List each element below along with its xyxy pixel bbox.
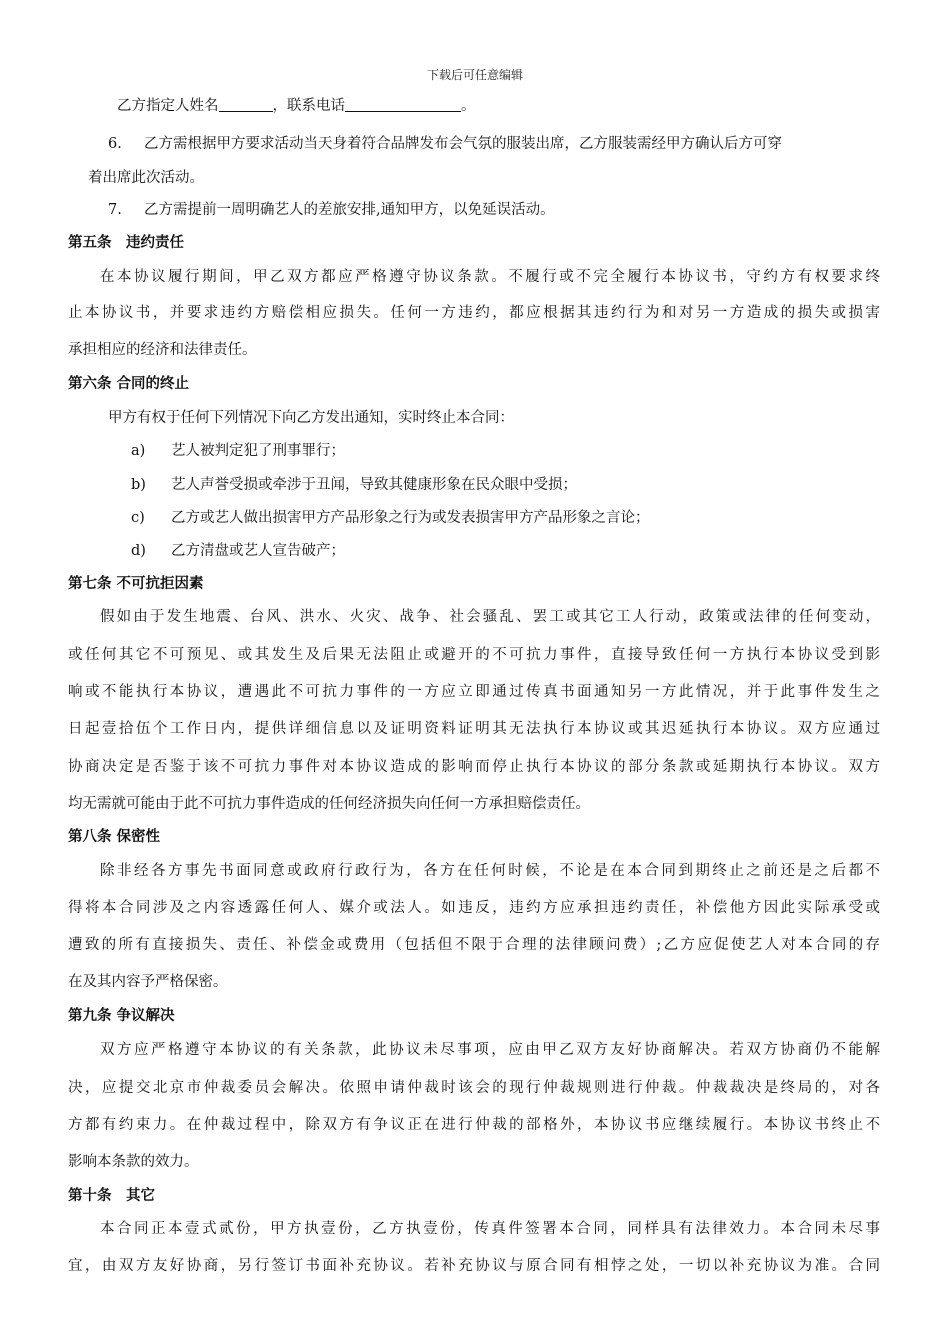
item-text: 乙方或艺人做出损害甲方产品形象之行为或发表损害甲方产品形象之言论； [171,510,650,526]
phone-blank [345,97,461,112]
article-10-line: 本合同正本壹式贰份，甲方执壹份，乙方执壹份，传真件签署本合同，同样具有法律效力。本合同未尽事 [100,1221,880,1237]
item-number: 6. [108,136,122,152]
article-9-title: 第九条 争议解决 [68,1007,175,1024]
article-10-title: 第十条 其它 [68,1187,155,1204]
article-9-line: 双方应严格遵守本协议的有关条款，此协议未尽事项，应由甲乙双方友好协商解决。若双方协商仍不能解 [100,1042,880,1058]
article-7-line: 均无需就可能由于此不可抗力事件造成的任何经济损失向任何一方承担赔偿责任。 [68,796,590,812]
item-label: c) [131,510,145,526]
article-7-line: 假如由于发生地震、台风、洪水、火灾、战争、社会骚乱、罢工或其它工人行动，政策或法律的任何变动， [100,609,880,625]
page-header: 下载后可任意编辑 [426,68,523,82]
contact-line [117,96,476,116]
article-8-title: 第八条 保密性 [68,828,161,845]
item-text: 乙方清盘或艺人宣告破产； [171,543,345,559]
article-7-title: 第七条 不可抗拒因素 [68,575,204,592]
list-item [131,441,345,461]
article-5-line: 止本协议书，并要求违约方赔偿相应损失。任何一方违约，都应根据其违约行为和对另一方造成的损失或损害 [68,305,880,321]
article-8-line: 遭致的所有直接损失、责任、补偿金或费用（包括但不限于合理的法律顾问费）;乙方应促使艺人对本合同的存 [68,937,880,953]
item-label: d) [131,543,146,559]
item-label: a) [131,443,146,459]
item-number: 7. [108,202,122,218]
article-7-line: 日起壹拾伍个工作日内，提供详细信息以及证明资料证明其无法执行本协议或其迟延执行本协议。双方应通过 [68,721,880,737]
item-text: 艺人被判定犯了刑事罪行； [171,443,345,459]
article-7-line: 协商决定是否鉴于该不可抗力事件对本协议造成的影响而停止执行本协议的部分条款或延期执行本协议。双方 [68,759,880,775]
item-text: 艺人声誉受损或牵涉于丑闻，导致其健康形象在民众眼中受损； [171,477,577,493]
article-9-line: 影响本条款的效力。 [68,1154,199,1170]
list-item [108,134,782,154]
name-blank [219,97,273,112]
article-5-line: 承担相应的经济和法律责任。 [68,342,257,358]
article-8-line: 在及其内容予严格保密。 [68,974,228,990]
article-8-line: 除非经各方事先书面同意或政府行政行为，各方在任何时候，不论是在本合同到期终止之前还是之后都不 [100,863,880,879]
list-item [131,508,650,528]
article-9-line: 方都有约束力。在仲裁过程中，除双方有争议正在进行仲裁的部格外，本协议书应继续履行。本协议书终止不 [68,1117,880,1133]
article-7-line: 响或不能执行本协议，遭遇此不可抗力事件的一方应立即通过传真书面通知另一方此情况，并于此事件发生之 [68,684,880,700]
item-label: b) [131,477,146,493]
article-6-intro: 甲方有权于任何下列情况下向乙方发出通知，实时终止本合同： [108,410,514,426]
contact-phone-label: ，联系电话 [272,98,345,114]
item-continuation: 着出席此次活动。 [88,170,204,186]
article-5-line: 在本协议履行期间，甲乙双方都应严格遵守协议条款。不履行或不完全履行本协议书，守约方有权要求终 [100,269,880,285]
article-7-line: 或任何其它不可预见、或其发生及后果无法阻止或避开的不可抗力事件，直接导致任何一方执行本协议受到影 [68,647,880,663]
article-8-line: 得将本合同涉及之内容透露任何人、媒介或法人。如违反，违约方应承担违约责任，补偿他方因此实际承受或 [68,900,880,916]
article-10-line: 宜，由双方友好协商，另行签订书面补充协议。若补充协议与原合同有相悖之处，一切以补充协议为准。合同 [68,1258,880,1274]
article-9-line: 决，应提交北京市仲裁委员会解决。依照申请仲裁时该会的现行仲裁规则进行仲裁。仲裁裁决是终局的，对各 [68,1080,880,1096]
item-text: 乙方需根据甲方要求活动当天身着符合品牌发布会气氛的服装出席，乙方服装需经甲方确认后方可穿 [144,136,782,152]
list-item [131,541,345,561]
list-item [131,475,577,495]
item-text: 乙方需提前一周明确艺人的差旅安排,通知甲方，以免延误活动。 [144,202,555,218]
contact-end: 。 [461,98,476,114]
contact-name-label: 乙方指定人姓名 [117,98,219,114]
article-6-title: 第六条 合同的终止 [68,375,190,392]
list-item [108,200,555,220]
article-5-title: 第五条 违约责任 [68,234,184,251]
